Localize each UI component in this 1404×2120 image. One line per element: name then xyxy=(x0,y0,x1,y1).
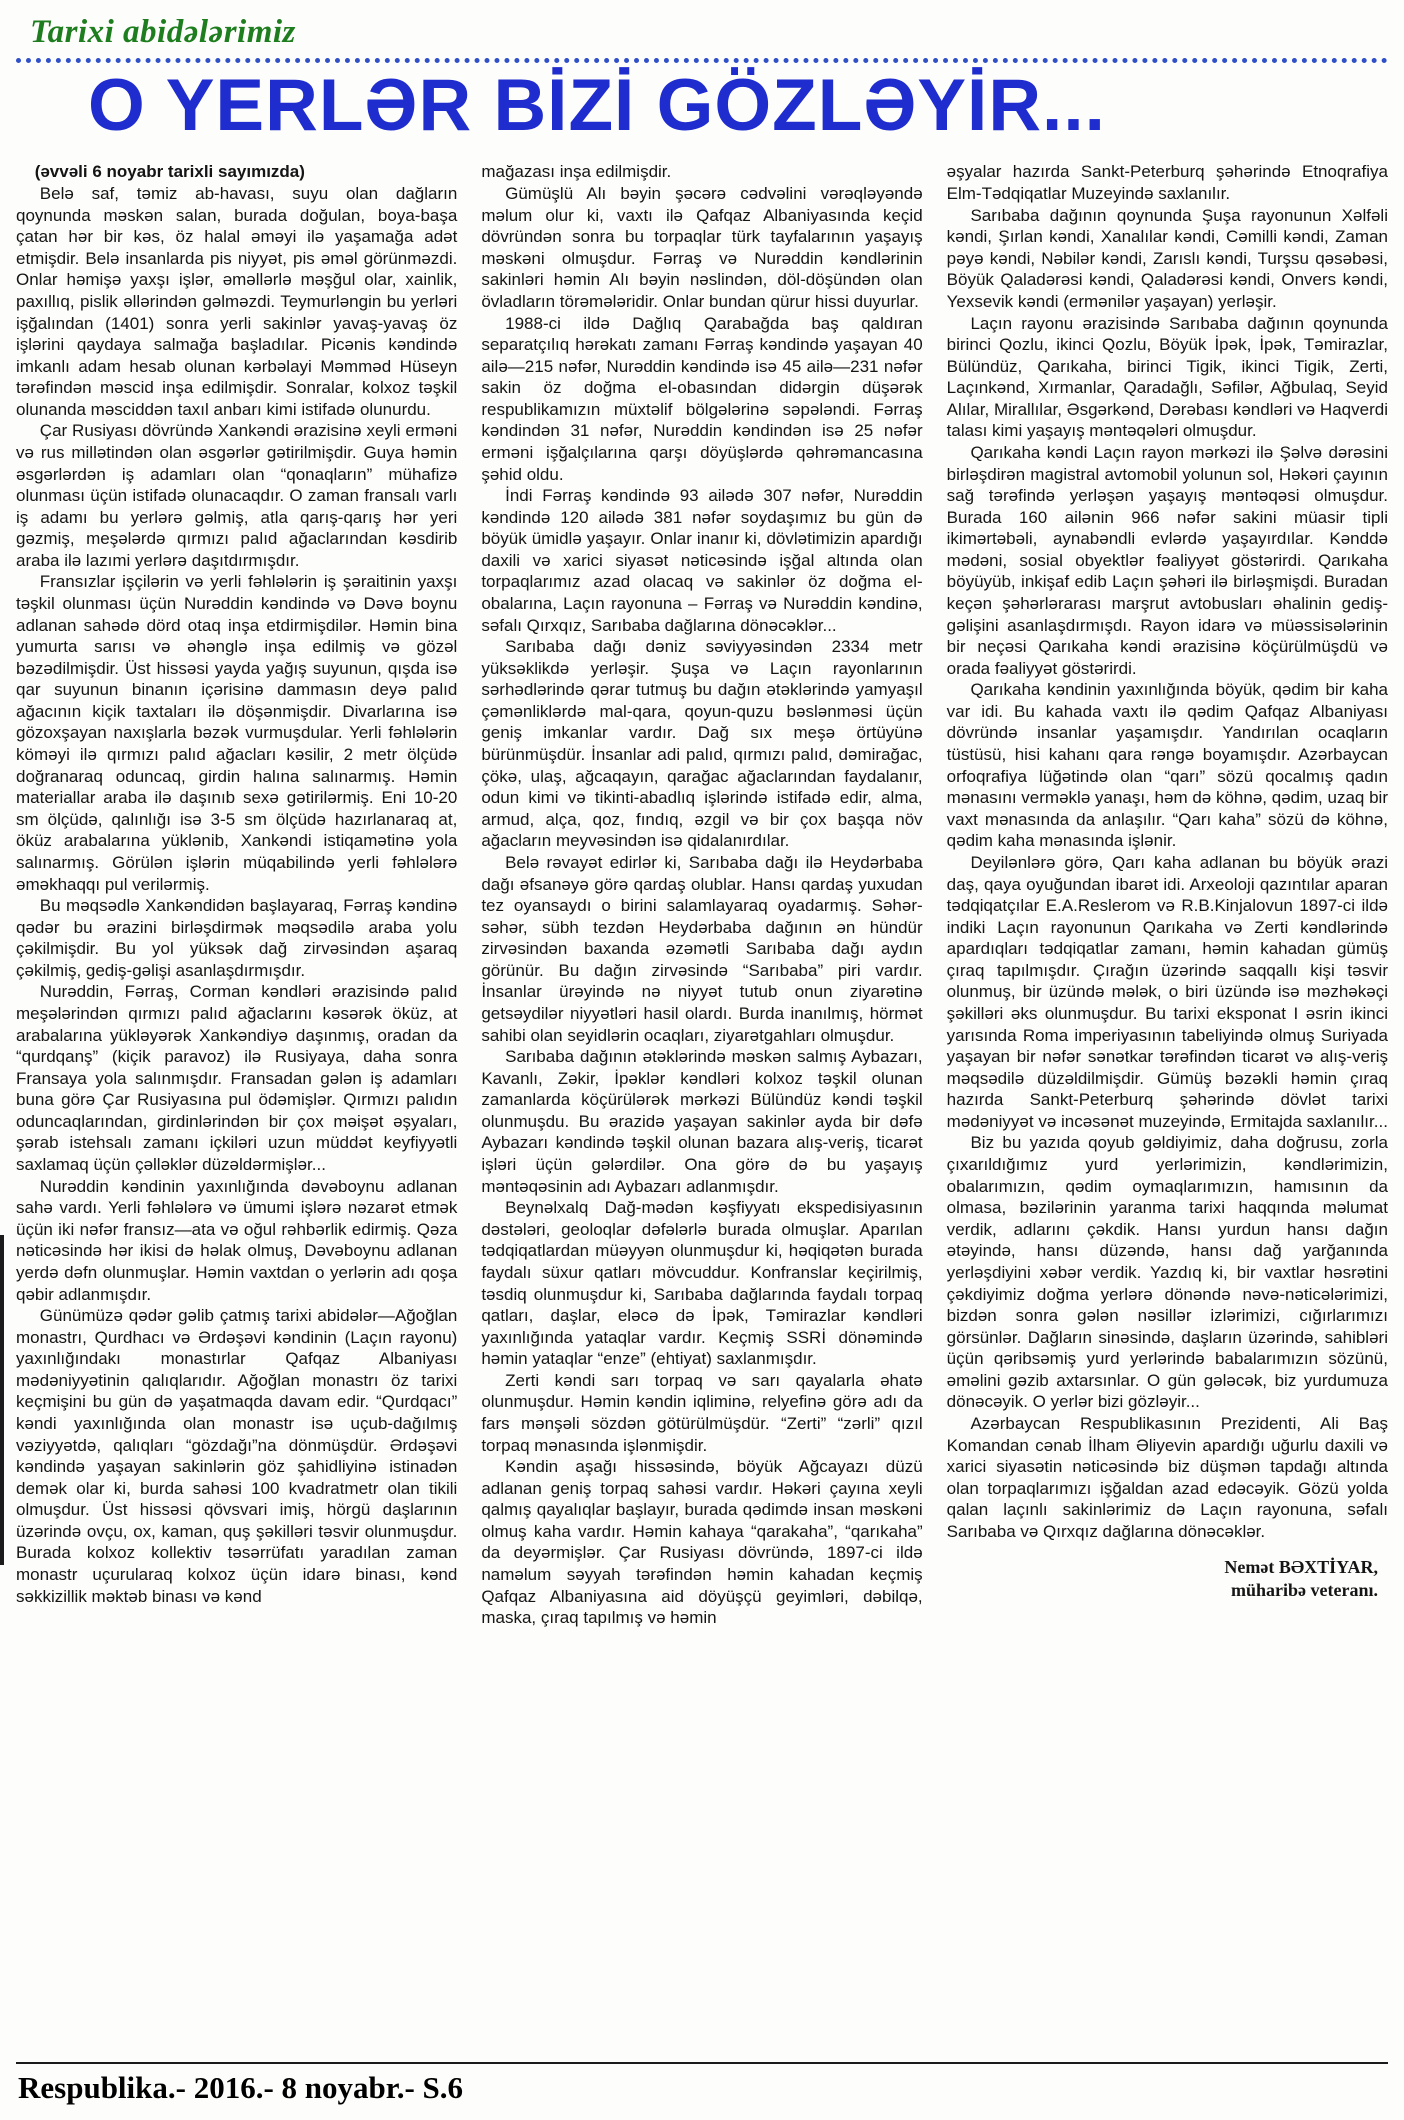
lead-note: (əvvəli 6 noyabr tarixli sayımızda) xyxy=(34,162,305,182)
paragraph: Beynəlxalq Dağ-mədən kəşfiyyatı ekspedisiyasının dəstələri, geoloqlar dəfələrlə burada olmuşlar. Aparılan tədqiqatlardan müəyyən olunmuşdur ki, həqiqətən burada faydalı süxur qatları mövcuddur. Konfranslar keçirilmiş, təsdiq olunmuşdur ki, Sarıbaba dağlarında faydalı torpaq qatları, daşlar, eləcə də İpək, Təmirazlar kəndləri yaxınlığında yataqlar vardır. Keçmiş SSRİ dönəmində həmin yataqlar “enze” (ehtiyat) saxlanmışdır. xyxy=(481,1198,923,1369)
paragraph: Nurəddin kəndinin yaxınlığında dəvəboynu adlanan sahə vardı. Yerli fəhlələrə və ümumi işlərə nəzarət etmək üçün iki nəfər fransız—ata və oğul rəhbərlik edirmiş. Qəza nəticəsində hər ikisi də həlak olmuş, Dəvəboynu adlanan yerdə dəfn olunmuşlar. Həmin vaxtdan o yerlərin adı qoşa qəbir adlanmışdır. xyxy=(16,1176,458,1304)
column-3 xyxy=(947,161,1388,1601)
column-3-paragraphs xyxy=(947,161,1388,1542)
article-title: O YERLƏR BİZİ GÖZLƏYİR... xyxy=(88,65,1106,146)
column-2-paragraphs xyxy=(481,161,922,1628)
paragraph: Azərbaycan Respublikasının Prezidenti, Ali Baş Komandan cənab İlham Əliyevin apardığı uğurlu daxili və xarici siyasətin nəticəsində biz düşmən tapdağı altında olan torpaqlarımızı işğaldan azad edəcəyik. Gözü yolda qalan laçınlı sakinlərimiz də Laçın rayonuna, səfalı Sarıbaba və Qırxqız dağlarına dönəcəklər. xyxy=(946,1413,1388,1541)
paragraph: Kəndin aşağı hissəsində, böyük Ağcayazı düzü adlanan geniş torpaq sahəsi vardır. Həkəri çayına xeyli qalmış qayalıqlar başlayır, burada qədimdə insan məskəni olmuş kaha vardır. Həmin kahaya “qarakaha”, “qarıkaha” da deyərmişlər. Çar Rusiyası dövründə, 1897-ci ildə naməlum səyyah tərəfindən həmin kahadan keçmiş Qafqaz Albaniyasına aid döyüşçü geyimləri, dəbilqə, maska, çıraq tapılmış və həmin xyxy=(481,1457,923,1628)
footer-citation: Respublika.- 2016.- 8 noyabr.- S.6 xyxy=(18,2070,464,2105)
paragraph: Biz bu yazıda qoyub gəldiyimiz, daha doğrusu, zorla çıxarıldığımız yurd yerlərimizin, kəndlərimizin, obalarımızın, qədim oymaqlarımızın, hamısının da olmasa, bəzilərinin yaranma tarixi haqqında məlumat verdik, adlarını çəkdik. Hansı yurdun hansı dağın ətəyində, hansı düzəndə, hansı dağ yarğanında yerləşdiyini xəbər verdik. Yazdıq ki, bir vaxtlar həsrətini çəkdiyimiz doğma yerlərə dönəndə nəvə-nəticələrimizi, bizdən sonra gələn nəsillər izlərimizi, cığırlarımızı görsünlər. Dağların sinəsində, daşların üzərində, sahibləri üçün qəribsəmiş yurd yerlərində babalarımızın sözünü, əməlini gəzib axtarsınlar. O gün gələcək, biz yurdumuza dönəcəyik. O yerlər bizi gözləyir... xyxy=(946,1133,1388,1412)
article-body xyxy=(16,161,1388,2044)
page-footer xyxy=(16,2044,1388,2120)
paragraph: İndi Fərraş kəndində 93 ailədə 307 nəfər, Nurəddin kəndində 120 ailədə 381 nəfər soydaşımız bu gün də böyük ümidlə yaşayır. Onlar inanır ki, dövlətimizin apardığı daxili və xarici siyasət nəticəsində işğal altında olan torpaqlarımız azad olacaq və sakinlər öz doğma el-obalarına, Laçın rayonuna – Fərraş və Nurəddin kəndinə, səfalı Qırxqız, Sarıbaba dağlarına dönəcəklər... xyxy=(481,486,923,635)
byline-name: Nemət BƏXTİYAR, xyxy=(1224,1557,1378,1578)
paragraph: Sarıbaba dağının ətəklərində məskən salmış Aybazarı, Kavanlı, Zəkir, İpəklər kəndləri kolxoz təşkil olunan zamanlarda köçürülərək mərkəzi Bülündüz kəndi təşkil olunmuşdu. Bu ərazidə yaşayan sakinlər ayda bir dəfə Aybazarı kəndində təşkil olunan bazara alış-veriş, ticarət işləri üçün gələrdilər. Ona görə də bu yaşayış məntəqəsinin adı Aybazarı adlanmışdır. xyxy=(481,1047,923,1196)
paragraph: Sarıbaba dağı dəniz səviyyəsindən 2334 metr yüksəklikdə yerləşir. Şuşa və Laçın rayonlarının sərhədlərində qərar tutmuş bu dağın ətəklərində yamyaşıl çəmənliklərdə mal-qara, qoyun-quzu bəslənməsi üçün geniş imkanlar vardır. Dağ sıx meşə örtüyünə bürünmüşdür. İnsanlar adi palıd, qırmızı palıd, dəmirağac, çökə, ulaş, ağcaqayın, qarağac ağaclarından faydalanır, odun kimi və tikinti-abadlıq işlərində istifadə edir, alma, armud, alça, qoz, fındıq, əzgil və bir çox başqa növ ağacların meyvəsindən isə qidalanırdılar. xyxy=(481,637,923,851)
section-label: Tarixi abidələrimiz xyxy=(30,14,296,50)
paragraph: Çar Rusiyası dövründə Xankəndi ərazisinə xeyli erməni və rus millətindən olan əsgərlər gətirilmişdir. Guya həmin əsgərlərdən iş adamları olan “qonaqların” mühafizə olunması üçün istifadə olunacaqdır. O zaman fransalı varlı iş adamı bu yerlərə gəlmiş, atla qarış-qarış hər yeri gəzmiş, meşələrdə qırmızı palıd ağaclarından kəsdirib araba ilə lazımi yerlərə daşıtdırmışdır. xyxy=(16,421,458,570)
paragraph: Laçın rayonu ərazisində Sarıbaba dağının qoynunda birinci Qozlu, ikinci Qozlu, Böyük İpək, İpək, Təmirazlar, Bülündüz, Qarıkaha, birinci Tigik, ikinci Tigik, Zerti, Laçınkənd, Xırmanlar, Qaradağlı, Səfilər, Ağbulaq, Seyid Alılar, Mirallılar, Əsgərkənd, Dərəbası kəndləri və Haqverdi talası kimi yaşayış məntəqələri olmuşdur. xyxy=(946,313,1388,441)
paragraph: mağazası inşa edilmişdir. xyxy=(481,162,672,182)
column-1 xyxy=(16,161,457,1607)
paragraph: əşyalar hazırda Sankt-Peterburq şəhərində Etnoqrafiya Elm-Tədqiqatlar Muzeyində saxlanılır. xyxy=(946,162,1388,204)
column-2 xyxy=(481,161,922,1628)
paragraph: Belə rəvayət edirlər ki, Sarıbaba dağı ilə Heydərbaba dağı əfsanəyə görə qardaş olublar. Hansı qardaş yuxudan tez oyansaydı o birini salamlayaraq oyadarmış. Səhər-səhər, sübh tezdən Heydərbaba dağının ən hündür zirvəsindən baxanda əzəmətli Sarıbaba dağı aydın görünür. Bu dağın zirvəsində “Sarıbaba” piri vardır. İnsanlar ürəyində nə niyyət tutub onun ziyarətinə getsəydilər niyyətləri hasil olardı. Burda inanılmış, hörmət sahibi olan seyidlərin ocaqları, ziyarətgahları olmuşdur. xyxy=(481,852,923,1045)
byline xyxy=(947,1556,1388,1601)
paragraph: Qarıkaha kəndi Laçın rayon mərkəzi ilə Şəlvə dərəsini birləşdirən magistral avtomobil yolunun sol, Həkəri çayının sağ tərəfində yerləşən yaşayış məntəqəsi olmuşdur. Burada 160 ailənin 966 nəfər sakini müasir tipli ikimərtəbəli, aynabəndli evlərdə yaşayırdılar. Kənddə mədəni, sosial obyektlər fəaliyyət göstərirdi. Qarıkaha böyüyüb, inkişaf edib Laçın şəhəri ilə birləşmişdi. Buradan keçən şəhərlərarası marşrut avtobusları əhalinin gediş-gəlişini asanlaşdırmışdı. Rayon idarə və müəssisələrinin bir neçəsi Qarıkaha kəndi ərazisinə köçürülmüşdü və orada fəaliyyət göstərirdi. xyxy=(946,442,1388,678)
paragraph: Qarıkaha kəndinin yaxınlığında böyük, qədim bir kaha var idi. Bu kahada vaxtı ilə qədim Qafqaz Albaniyası dövründə insanlar yaşamışdır. Yandırılan ocaqların tüstüsü, hisi kahanı qara rəngə boyamışdır. Azərbaycan orfoqrafiya lüğətində olan “qarı” sözü qocalmış qadın mənasını verməklə yanaşı, həm də köhnə, qədim, uzaq bir vaxt mənasında da anlaşılır. “Qarı kaha” sözü də köhnə, qədim kaha mənasında işlənir. xyxy=(946,680,1388,851)
column-1-paragraphs xyxy=(16,183,457,1607)
paragraph: 1988-ci ildə Dağlıq Qarabağda baş qaldıran separatçılıq hərəkatı zamanı Fərraş kəndində yaşayan 40 ailə—215 nəfər, Nurəddin kəndində isə 45 ailə—231 nəfər sakin öz doğma el-obasından didərgin düşərək respublikamızın müxtəlif bölgələrinə səpələndi. Fərraş kəndindən 31 nəfər, Nurəddin kəndindən isə 25 nəfər erməni işğalçılarına qarşı döyüşlərdə qəhrəmancasına şəhid oldu. xyxy=(481,313,923,484)
paragraph: Nurəddin, Fərraş, Corman kəndləri ərazisində palıd meşələrindən qırmızı palıd ağaclarını kəsərək öküz, at arabalarına yükləyərək Xankəndiyə daşınmış, oradan da “qurdqanş” (kiçik paravoz) ilə Rusiyaya, daha sonra Fransaya yola salınmışdır. Fransadan gələn iş adamları buna görə Çar Rusiyasına pul ödəmişlər. Qırmızı palıdın oduncaqlarından, girdinlərindən bir çox məişət əşyaları, şərab istehsalı zamanı içkiləri uzun müddət keyfiyyətli saxlamaq üçün çəlləklər düzəldərmişlər... xyxy=(16,982,458,1175)
paragraph: Bu məqsədlə Xankəndidən başlayaraq, Fərraş kəndinə qədər bu ərazini birləşdirmək məqsədilə araba yolu çəkilmişdir. Bu yol yüksək dağ zirvəsindən aşaraq çəkilmiş, gediş-gəlişi asanlaşdırmışdır. xyxy=(16,896,458,980)
paragraph: Zerti kəndi sarı torpaq və sarı qayalarla əhatə olunmuşdur. Həmin kəndin iqliminə, relyefinə görə adı da fars mənşəli sözdən götürülmüşdür. “Zerti” “zərli” qızıl torpaq mənasında işlənmişdir. xyxy=(481,1370,923,1455)
paragraph: Belə saf, təmiz ab-havası, suyu olan dağların qoynunda məskən salan, burada doğulan, boya-başa çatan hər bir kəs, öz halal əməyi ilə yaşamağa adət etmişdir. Belə insanlarda pis niyyət, pis əməl görünməzdi. Onlar həmişə yaxşı işlər, əməllərlə məşğul olar, xainlik, paxıllıq, pislik əllərindən gəlməzdi. Teymurləngin bu yerləri işğalından (1401) sonra yerli sakinlər yavaş-yavaş öz işlərini qaydaya salmağa başladılar. Picənis kəndində imkanlı adam hesab olunan kərbəlayi Məmməd Hüseyn tərəfindən məscid inşa edilmişdir. Sonralar, kolxoz təşkil olunanda məsciddən taxıl anbarı kimi istifadə olunurdu. xyxy=(16,184,458,419)
paragraph: Fransızlar işçilərin və yerli fəhlələrin iş şəraitinin yaxşı təşkil olunması üçün Nurəddin kəndində və Dəvə boynu adlanan sahədə dörd otaq inşa etdirmişdilər. Həmin bina yumurta sarısı və əhənglə inşa edilmiş və gözəl bəzədilmişdir. Üst hissəsi yayda yağış suyunun, qışda isə qar suyunun binanın içərisinə dammasın deyə palıd ağacının kiçik taxtaları ilə döşənmişdir. Divarlarına isə gözoxşayan naxışlarla bəzək vurmuşdular. Yerli fəhlələrin köməyi ilə qırmızı palıd ağacları kəsilir, 2 metr ölçüdə doğranaraq oduncaq, girdin halına salınarmış. Həmin materiallar araba ilə daşınıb sexə gətirilərmiş. Eni 10-20 sm ölçüdə, qalınlığı isə 3-5 sm ölçüdə hazırlanaraq at, öküz arabalarına yüklənib, Xankəndi istiqamətinə yola salınarmış. Görülən işlərin müqabilində yerli fəhlələrə əməkhaqqı pul verilərmiş. xyxy=(16,572,458,894)
paragraph: Sarıbaba dağının qoynunda Şuşa rayonunun Xəlfəli kəndi, Şırlan kəndi, Xanalılar kəndi, Cəmilli kəndi, Zaman pəyə kəndi, Nəbilər kəndi, Zarıslı kəndi, Turşsu qəsəbəsi, Böyük Qaladərəsi kəndi, Qaladərəsi kəndi, Onvers kəndi, Yexsevik kəndi (ermənilər yaşayan) yerləşir. xyxy=(946,205,1388,311)
paragraph: Günümüzə qədər gəlib çatmış tarixi abidələr—Ağoğlan monastrı, Qurdhacı və Ərdəşəvi kəndinin (Laçın rayonu) yaxınlığındakı monastırlar Qafqaz Albaniyası mədəniyyətinin qalıqlarıdır. Ağoğlan monastrı öz tarixi keçmişini bu gün də yaşatmaqda davam edir. “Qurdqacı” kəndi yaxınlığında olan monastr isə uçub-dağılmış vəziyyətdə, qalıqları “gözdağı”na dönmüşdür. Ərdəşəvi kəndində yaşayan sakinlərin göz şahidliyinə istinadən demək olar ki, burda sahəsi 100 kvadratmetr olan tikili olmuşdur. Üst hissəsi qövsvari imiş, hörgü daşlarının üzərində ovçu, ox, kaman, quş şəkilləri təsvir olunmuşdur. Burada kolxoz kollektiv təsərrüfatı yaradılan zaman monastr uçurularaq kolxoz üçün idarə binası, kənd səkkizillik məktəb binası və kənd xyxy=(16,1306,458,1606)
paragraph: Gümüşlü Alı bəyin şəcərə cədvəlini vərəqləyəndə məlum olur ki, vaxtı ilə Qafqaz Albaniyasında keçid dövründən sonra bu torpaqlar türk tayfalarının yaşayış məskəni olmuşdur. Fərraş və Nurəddin kəndlərinin sakinləri həmin Alı bəyin nəslindən, döl-döşündən olan övladların törəmələridir. Onlar bundan qürur hissi duyurlar. xyxy=(481,184,923,311)
article-header xyxy=(16,14,1388,161)
dotted-rule xyxy=(16,58,1388,63)
byline-role: müharibə veteranı. xyxy=(1231,1579,1378,1600)
paragraph: Deyilənlərə görə, Qarı kaha adlanan bu böyük ərazi daş, qaya oyuğundan ibarət idi. Arxeoloji qazıntılar aparan tədqiqatçılar E.A.Reslerom və R.B.Kinjalovun 1897-ci ildə indiki Laçın rayonunun Qarıkaha və Zerti kəndlərində apardıqları tədqiqatlar zamanı, həmin kahadan gümüş çıraq tapılmışdır. Çırağın üzərində saqqallı kişi təsvir olunmuş, bir üzündə mələk, o biri üzündə isə məzhəkəçi şəkilləri əks olunmuşdur. Bu tarixi eksponat I əsrin ikinci yarısında Roma imperiyasının tabeliyində olmuş Suriyada yaşayan bir nəfər sənətkar tərəfindən ticarət və alış-veriş məqsədilə düzəldilmişdir. Gümüş bəzəkli həmin çıraq hazırda Sankt-Peterburq şəhərində dövlət tarixi mədəniyyət və incəsənət muzeyində, Ermitajda saxlanılır... xyxy=(946,852,1388,1131)
scan-edge-artifact xyxy=(0,1235,4,1565)
